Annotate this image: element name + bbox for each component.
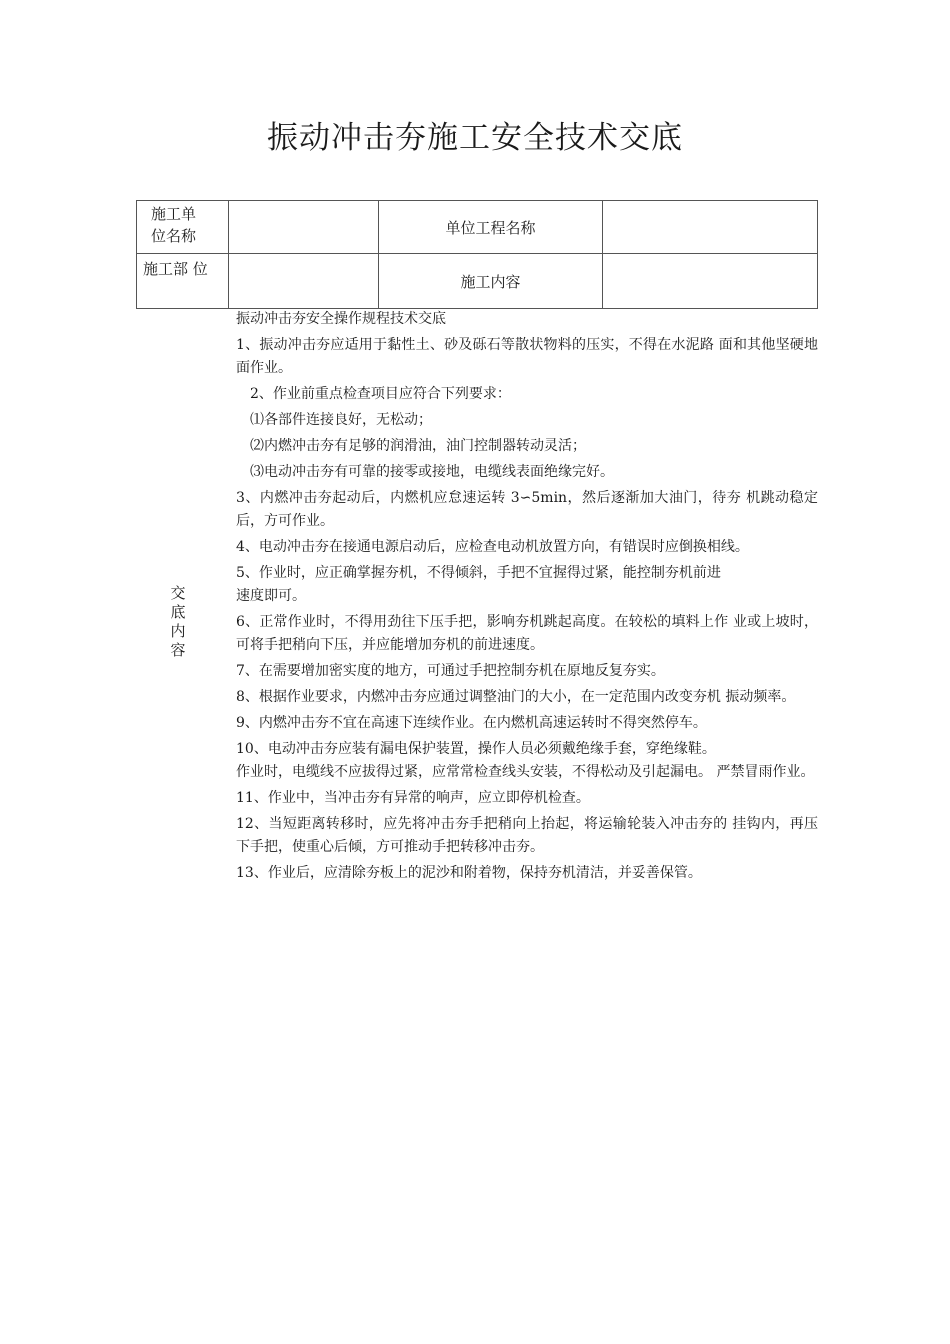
content-heading: 振动冲击夯安全操作规程技术交底 [236, 311, 446, 327]
project-value-cell [603, 201, 818, 254]
header-row-part [137, 254, 818, 309]
content-item: 12、当短距离转移时，应先将冲击夯手把稍向上抬起，将运输轮装入冲击夯的 挂钩内，再压下手把，使重心后倾，方可推动手把转移冲击夯。 [236, 816, 818, 855]
content-item: 13、作业后，应清除夯板上的泥沙和附着物，保持夯机清洁，并妥善保管。 [236, 865, 702, 881]
content-item: 8、根据作业要求，内燃冲击夯应通过调整油门的大小，在一定范围内改变夯机 振动频率。 [236, 689, 796, 705]
unit-label-cell [137, 201, 229, 254]
side-label-char: 内 [170, 622, 186, 640]
content-item: ⑴各部件连接良好，无松动； [250, 412, 432, 428]
content-item: 11、作业中，当冲击夯有异常的响声，应立即停机检查。 [236, 790, 590, 806]
disclosure-content [236, 308, 818, 885]
content-item: 4、电动冲击夯在接通电源启动后，应检查电动机放置方向，有错误时应倒换相线。 [236, 539, 749, 555]
part-label-cell: 施工部 位 [137, 254, 229, 309]
content-item: 2、作业前重点检查项目应符合下列要求： [250, 386, 511, 402]
side-label-disclosure-content [168, 584, 188, 660]
content-item: 10、电动冲击夯应装有漏电保护装置，操作人员必须戴绝缘手套，穿绝缘鞋。 [236, 741, 716, 757]
unit-value-cell [229, 201, 379, 254]
side-label-char: 交 [170, 584, 186, 602]
unit-label-line2: 位名称 [151, 227, 197, 245]
content-item: 6、正常作业时，不得用劲往下压手把，影响夯机跳起高度。在较松的填料上作 业或上坡时，可将手把稍向下压，并应能增加夯机的前进速度。 [236, 614, 818, 653]
content-item: 作业时，电缆线不应拔得过紧，应常常检查线头安装，不得松动及引起漏电。 严禁冒雨作业。 [236, 764, 815, 780]
content-item: ⑵内燃冲击夯有足够的润滑油，油门控制器转动灵活； [250, 438, 586, 454]
content-item: 7、在需要增加密实度的地方，可通过手把控制夯机在原地反复夯实。 [236, 663, 665, 679]
content-item: 3、内燃冲击夯起动后，内燃机应怠速运转 3∽5min，然后逐渐加大油门，待夯 机跳动稳定后，方可作业。 [236, 490, 818, 529]
content-value-cell [603, 254, 818, 309]
content-item: 9、内燃冲击夯不宜在高速下连续作业。在内燃机高速运转时不得突然停车。 [236, 715, 707, 731]
side-label-char: 底 [170, 603, 186, 621]
project-label-cell: 单位工程名称 [379, 201, 603, 254]
content-item: 5、作业时，应正确掌握夯机，不得倾斜，手把不宜握得过紧，能控制夯机前进 [236, 565, 721, 581]
content-label-cell: 施工内容 [379, 254, 603, 309]
document-title: 振动冲击夯施工安全技术交底 [267, 120, 683, 156]
side-label-char: 容 [170, 641, 186, 659]
content-item: 1、振动冲击夯应适用于黏性土、砂及砾石等散状物料的压实，不得在水泥路 面和其他坚硬地面作业。 [236, 337, 818, 376]
content-item: 速度即可。 [236, 588, 306, 604]
unit-label-line1: 施工单 [151, 205, 197, 223]
content-item: ⑶电动冲击夯有可靠的接零或接地，电缆线表面绝缘完好。 [250, 464, 614, 480]
part-value-cell [229, 254, 379, 309]
header-table [136, 200, 818, 309]
header-row-unit [137, 201, 818, 254]
